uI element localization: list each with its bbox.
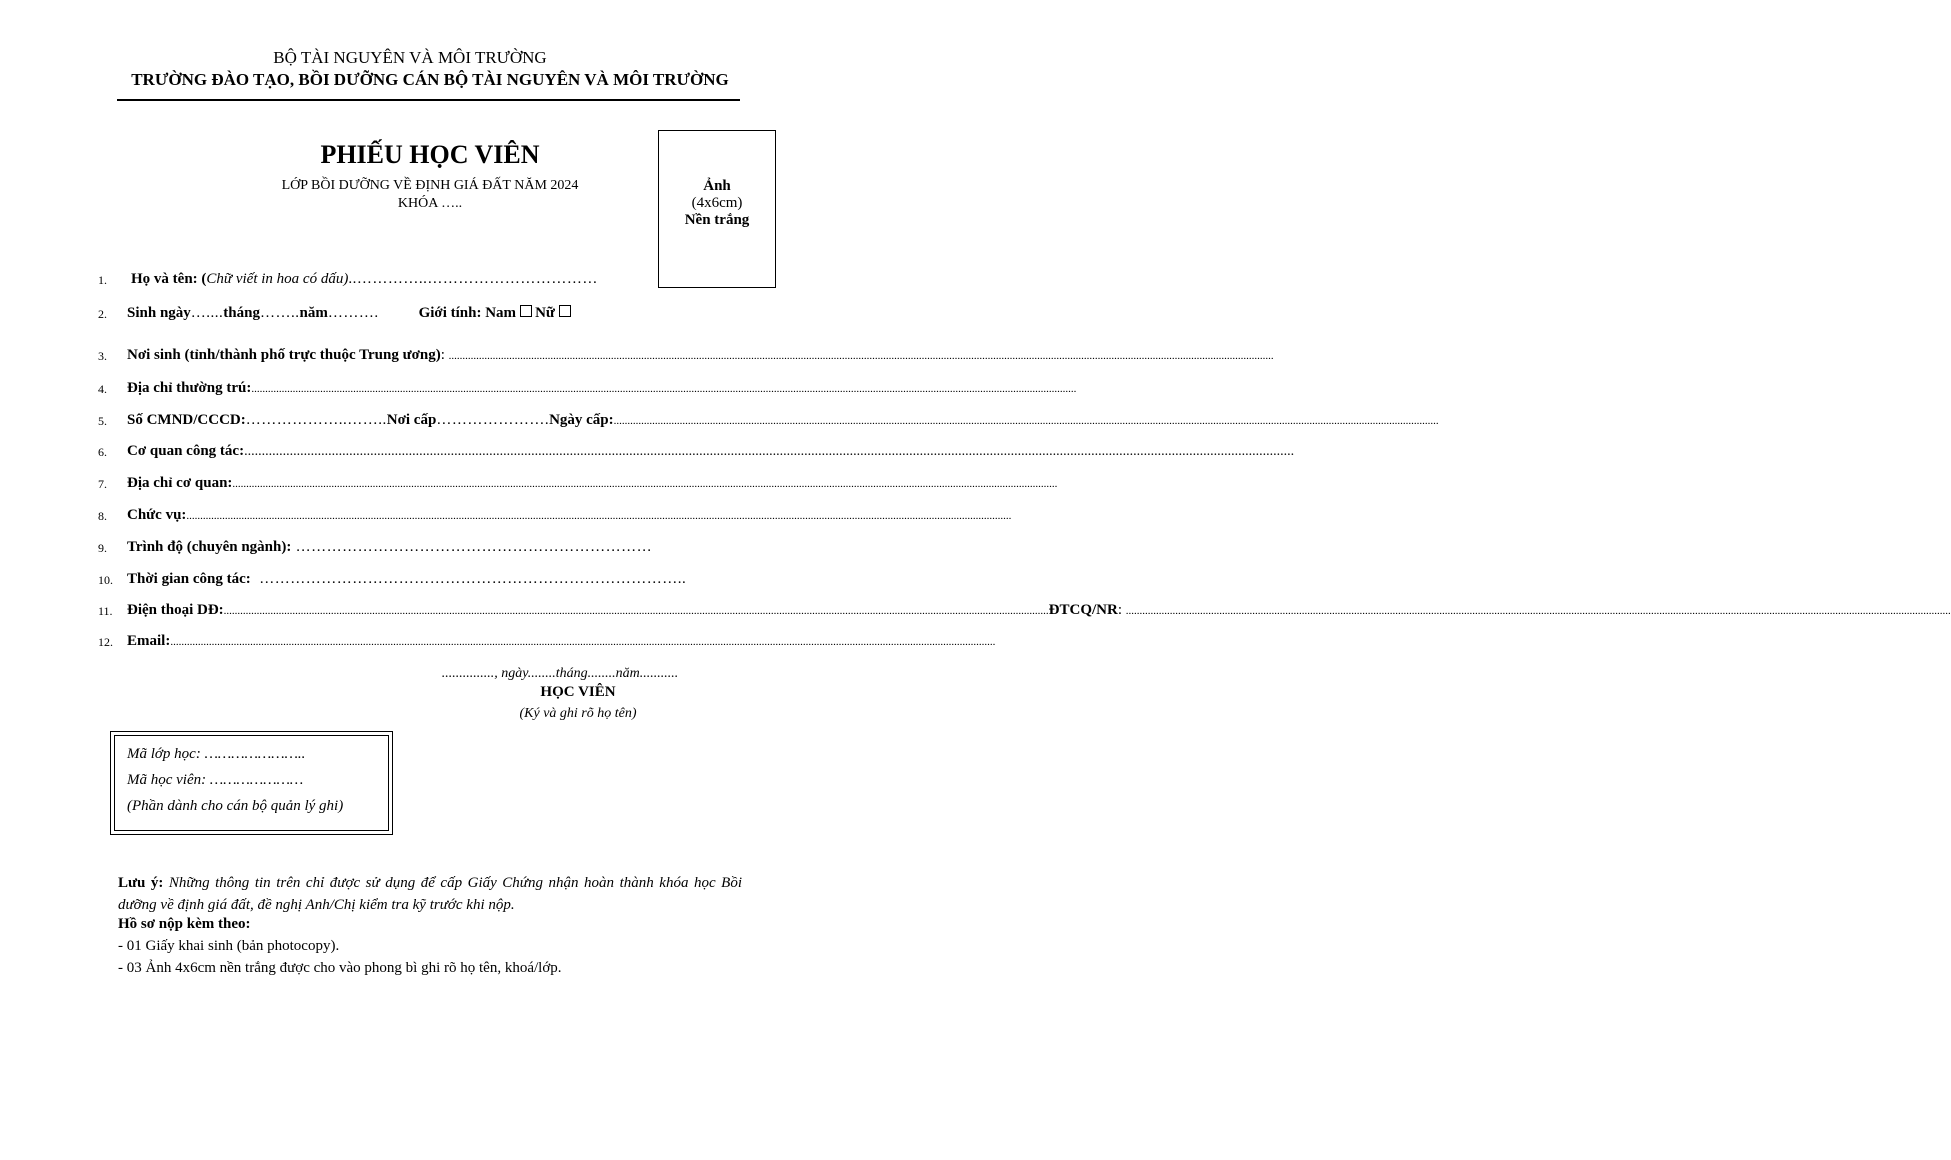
ministry-name: BỘ TÀI NGUYÊN VÀ MÔI TRƯỜNG <box>273 48 547 67</box>
photo-background: Nền trắng <box>684 212 750 228</box>
field-number: 3. <box>98 349 107 363</box>
signature-note: (Ký và ghi rõ họ tên) <box>519 706 637 721</box>
field-email[interactable] <box>98 633 996 655</box>
field-dots: ............................................................................................................................................................................................................................................................................................................ <box>186 510 1012 522</box>
birth-year-label: năm <box>299 305 328 321</box>
field-qualification[interactable] <box>98 539 738 561</box>
field-label: Trình độ (chuyên ngành): <box>127 539 292 555</box>
form-subtitle: LỚP BỒI DƯỠNG VỀ ĐỊNH GIÁ ĐẤT NĂM 2024 <box>281 178 579 193</box>
issue-place-label: Nơi cấp <box>386 412 437 428</box>
signature-date-line: ..............., ngày........tháng........năm........... <box>441 666 679 681</box>
id-number-label: Số CMND/CCCD: <box>127 412 246 428</box>
field-label: Địa chỉ thường trú: <box>127 380 252 396</box>
field-label: Họ và tên: ( <box>131 271 207 287</box>
issue-place-dots: …………………. <box>436 412 550 428</box>
field-dots: ..…………..…………………………… <box>348 271 598 287</box>
student-code-field[interactable]: Mã học viên: ………………… <box>127 772 304 788</box>
attachment-item: - 01 Giấy khai sinh (bản photocopy). <box>118 938 340 954</box>
male-checkbox[interactable] <box>520 305 532 317</box>
field-permanent-address[interactable] <box>98 380 1077 402</box>
field-hint: Chữ viết in hoa có dấu) <box>206 271 349 287</box>
birth-month-dots: …….. <box>259 305 300 321</box>
birth-month-label: tháng <box>223 305 260 321</box>
attachments-title: Hồ sơ nộp kèm theo: <box>118 916 251 932</box>
field-label: Email: <box>127 633 171 649</box>
field-id-card[interactable] <box>98 412 1439 434</box>
birth-day-dots: ….... <box>190 305 224 321</box>
header-divider <box>117 99 740 101</box>
usage-note <box>118 872 742 916</box>
office-phone-label: ĐTCQ/NR <box>1048 602 1118 618</box>
field-dots: ............................................................................................................................................................................................................................................................................................................ <box>251 383 1077 395</box>
field-dots: ............................................................................................................................................................................................................................................................................................................ <box>244 444 1295 459</box>
admin-inner-box <box>114 735 389 831</box>
field-workplace-address[interactable] <box>98 475 1058 497</box>
field-number: 1. <box>98 273 107 287</box>
field-number: 7. <box>98 477 107 491</box>
gender-label: Giới tính: Nam <box>418 305 517 321</box>
signature-title: HỌC VIÊN <box>540 684 616 700</box>
birth-day-label: Sinh ngày <box>127 305 191 321</box>
field-dots: ............................................................................................................................................................................................................................................................................................................ <box>232 478 1058 490</box>
field-position[interactable] <box>98 507 1012 529</box>
field-workplace[interactable] <box>98 443 1295 465</box>
id-number-dots: ………………..…….. <box>245 412 387 428</box>
field-label: Thời gian công tác: <box>127 571 251 587</box>
office-phone-dots: ............................................................................................................................................................................................................................................................................................................ <box>1125 605 1951 617</box>
field-number: 4. <box>98 382 107 396</box>
school-name: TRƯỜNG ĐÀO TẠO, BỒI DƯỠNG CÁN BỘ TÀI NGUYÊN VÀ MÔI TRƯỜNG <box>131 70 729 89</box>
field-dots: ............................................................................................................................................................................................................................................................................................................ <box>448 350 1274 362</box>
field-birth-gender[interactable] <box>98 305 738 327</box>
form-title: PHIẾU HỌC VIÊN <box>320 140 540 169</box>
birth-year-dots: ………. <box>327 305 379 321</box>
field-label: Chức vụ: <box>127 507 187 523</box>
admin-box <box>110 731 393 835</box>
field-full-name[interactable] <box>98 271 738 293</box>
field-dots: ............................................................................................................................................................................................................................................................................................................ <box>170 636 996 648</box>
female-checkbox[interactable] <box>559 305 571 317</box>
field-work-duration[interactable] <box>98 571 738 593</box>
mobile-label: Điện thoại DĐ: <box>127 602 224 618</box>
photo-placeholder[interactable] <box>658 130 776 288</box>
field-number: 8. <box>98 509 107 523</box>
usage-note-text: Những thông tin trên chỉ được sử dụng để cấp Giấy Chứng nhận hoàn thành khóa học Bồi dưỡng về định giá đất, đề nghị Anh/Chị kiểm tra kỹ trước khi nộp. <box>118 875 743 913</box>
field-dots: ……………………………………………………………………….. <box>250 571 687 587</box>
field-phone[interactable] <box>98 602 1951 624</box>
usage-note-label: Lưu ý: <box>118 875 164 891</box>
field-birthplace[interactable] <box>98 347 1274 369</box>
issue-date-label: Ngày cấp: <box>549 412 614 428</box>
field-colon: : <box>1117 602 1126 618</box>
field-number: 11. <box>98 604 113 618</box>
female-label: Nữ <box>535 305 555 321</box>
field-label: Địa chỉ cơ quan: <box>127 475 233 491</box>
field-number: 10. <box>98 573 113 587</box>
field-number: 12. <box>98 635 113 649</box>
attachment-item: - 03 Ảnh 4x6cm nền trắng được cho vào phong bì ghi rõ họ tên, khoá/lớp. <box>118 960 562 976</box>
field-label: Nơi sinh (tỉnh/thành phố trực thuộc Trung ương) <box>127 347 441 363</box>
photo-size: (4x6cm) <box>691 195 743 211</box>
mobile-dots: ............................................................................................................................................................................................................................................................................................................ <box>223 605 1049 617</box>
photo-label: Ảnh <box>703 178 731 194</box>
field-number: 6. <box>98 445 107 459</box>
class-code-field[interactable]: Mã lớp học: ………………….. <box>127 746 306 762</box>
course-number: KHÓA ….. <box>397 196 463 211</box>
field-number: 5. <box>98 414 107 428</box>
field-number: 9. <box>98 541 107 555</box>
field-colon: : <box>440 347 449 363</box>
field-number: 2. <box>98 307 107 321</box>
field-label: Cơ quan công tác: <box>127 443 245 459</box>
issue-date-dots: ............................................................................................................................................................................................................................................................................................................ <box>613 415 1439 427</box>
field-dots: …………………………………………………………… <box>291 539 653 555</box>
admin-note: (Phần dành cho cán bộ quản lý ghi) <box>127 798 344 814</box>
